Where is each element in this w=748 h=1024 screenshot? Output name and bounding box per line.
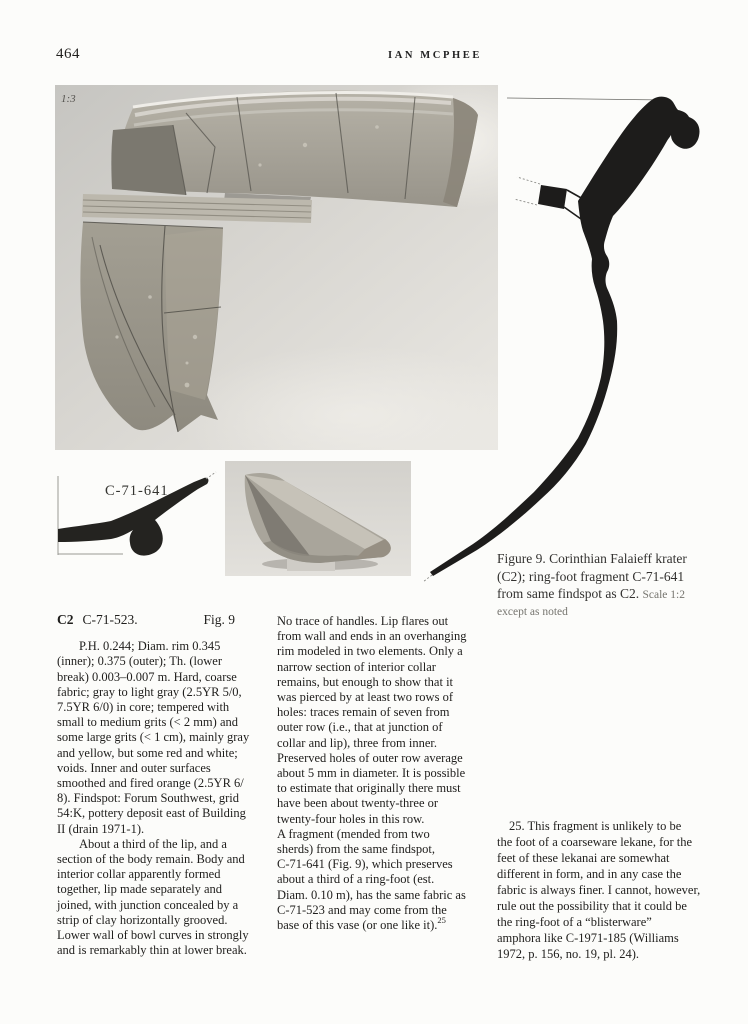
rim-level-hairline xyxy=(507,98,668,100)
ring-foot-photo xyxy=(225,461,411,576)
photo-scale-label: 1:3 xyxy=(61,93,76,105)
footnote-25: 25. This fragment is unlikely to be the foot of a coarseware lekane, for the feet of these lekanai are somewhat different in form, and in any case the fabric is always finer. I cannot, however, rule out the possibility that it could be the ring-foot of a “blisterware” amphora like C-1971-185 (Williams 1972, p. 156, no. 19, pl. 24). xyxy=(497,819,701,961)
collar-section-profile xyxy=(538,185,567,209)
figure-reference: Fig. 9 xyxy=(203,612,235,627)
restoration-dashes xyxy=(423,177,540,582)
ring-foot-profile-drawing xyxy=(45,458,230,583)
catalog-paragraph-last-line: base of this vase (or one like it).$^{25}$ xyxy=(277,915,446,933)
catalog-column-2 xyxy=(277,614,492,933)
catalog-paragraph: No trace of handles. Lip flares out from wall and ends in an overhanging rim modeled in two elements. Only a narrow section of interior collar remains, but enough to show that it was pierced by at least two rows of holes: traces remain of seven from outer row (i.e., that at junction of collar and lip), three from inner. Preserved holes of outer row average about 5 mm in diameter. It is possible to estimate that originally there must have been about twenty-three or twenty-four holes in this row. xyxy=(277,614,467,826)
catalog-entry-heading xyxy=(57,612,235,627)
catalog-paragraph: A fragment (mended from two sherds) from the same findspot, C-71-641 (Fig. 9), which preserves about a third of a ring-foot (est. Diam. 0.10 m), has the same fabric as C-71-523 and may come from the xyxy=(277,826,466,917)
ring-foot-profile-image xyxy=(45,458,230,583)
krater-profile-drawing xyxy=(420,88,720,593)
catalog-paragraph: About a third of the lip, and a section of the body remain. Body and interior collar apparently formed together, lip made separately and joined, with junction concealed by a strip of clay horizontally grooved. Lower wall of bowl curves in strongly and is remarkably thin at lower break. xyxy=(57,836,249,958)
caption-line: Figure 9. Corinthian Falaieff krater xyxy=(497,551,687,566)
fragment-label: C-71-641 xyxy=(105,483,169,499)
krater-profile-image xyxy=(420,88,720,593)
catalog-column-1 xyxy=(57,612,250,958)
footnote-reference: 25 xyxy=(437,915,446,926)
caption-line: (C2); ring-foot fragment C-71-641 xyxy=(497,568,685,584)
ring-foot-photo-image xyxy=(225,461,411,576)
inventory-number: C-71-523. xyxy=(82,612,138,627)
caption-line: from same findspot as C2. Scale 1:2 xyxy=(497,586,685,601)
rim-and-wall-profile xyxy=(430,97,700,576)
figure-caption xyxy=(497,550,721,620)
caption-scale-note: Scale 1:2 xyxy=(642,589,685,601)
page-number: 464 xyxy=(56,46,80,62)
caption-scale-note: except as noted xyxy=(497,605,568,618)
entry-id: C2 xyxy=(57,612,74,627)
catalog-paragraph: P.H. 0.244; Diam. rim 0.345 (inner); 0.375 (outer); Th. (lower break) 0.003–0.007 m. Hard, coarse fabric; gray to light gray (2.5YR 5/0, 7.5YR 6/0) in core; tempered with small to medium grits (< 2 mm) and some large grits (< 1 cm), mainly gray and yellow, but some red and white; voids. Inner and outer surfaces smoothed and fired orange (2.5YR 6/ 8). Findspot: Forum Southwest, grid 54:K, pottery deposit east of Building II (drain 1971-1). xyxy=(57,639,250,836)
running-head-author: IAN MCPHEE xyxy=(388,50,482,61)
